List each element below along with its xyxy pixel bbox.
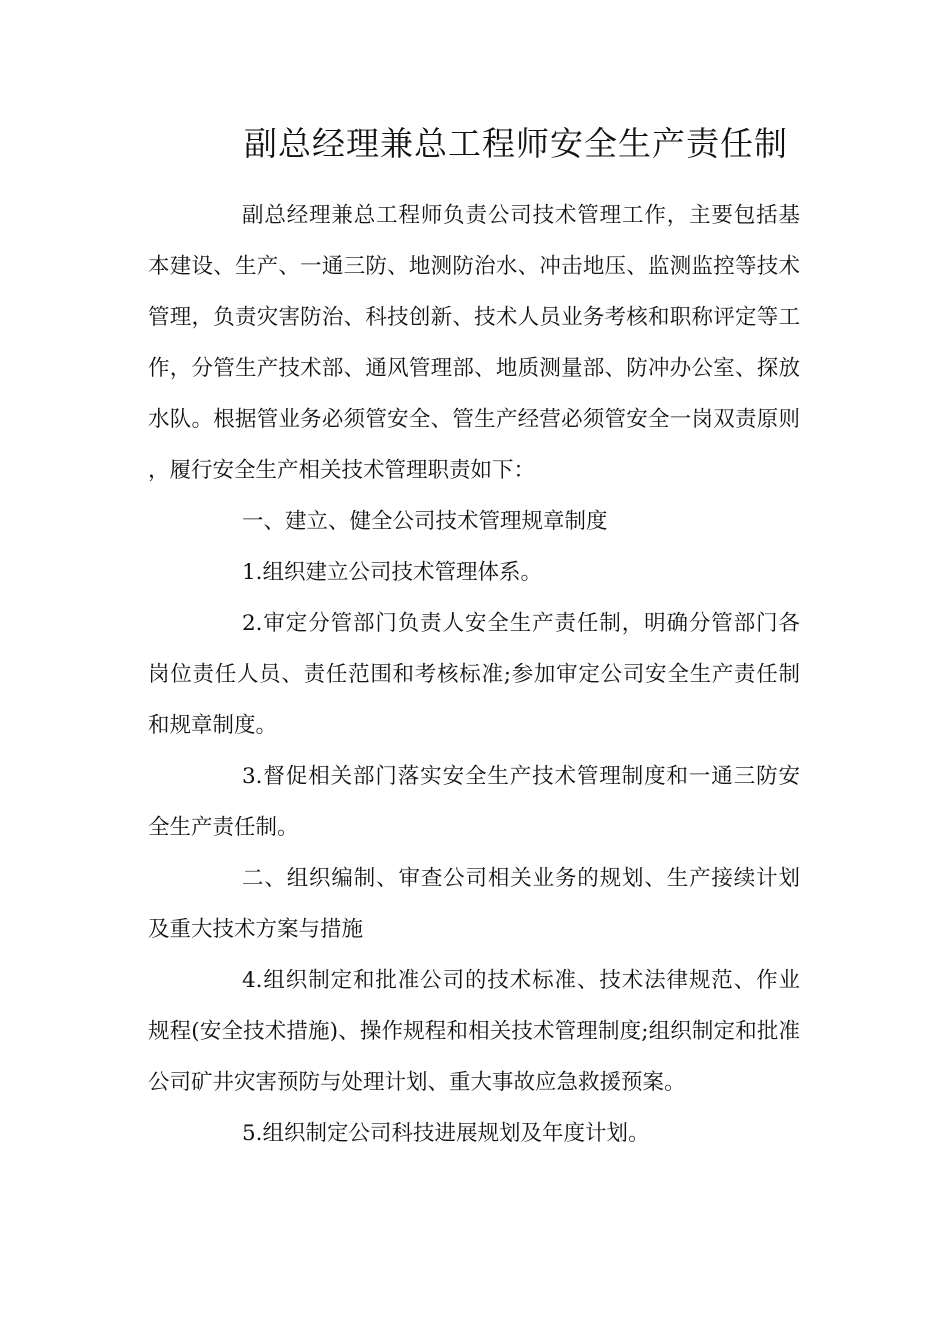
section-heading-1: 一、建立、健全公司技术管理规章制度 — [242, 509, 608, 534]
item-5: 5.组织制定公司科技进展规划及年度计划。 — [242, 1121, 650, 1146]
document-body — [148, 190, 800, 1159]
intro-paragraph: 副总经理兼总工程师负责公司技术管理工作，主要包括基本建设、生产、一通三防、地测防治水、冲击地压、监测监控等技术管理，负责灾害防治、科技创新、技术人员业务考核和职称评定等工作，分管生产技术部、通风管理部、地质测量部、防冲办公室、探放水队。根据管业务必须管安全、管生产经营必须管安全一岗双责原则，履行安全生产相关技术管理职责如下： — [148, 203, 800, 483]
item-4: 4.组织制定和批准公司的技术标准、技术法律规范、作业规程(安全技术措施)、操作规程和相关技术管理制度;组织制定和批准公司矿井灾害预防与处理计划、重大事故应急救援预案。 — [148, 968, 800, 1095]
section-heading-2: 二、组织编制、审查公司相关业务的规划、生产接续计划及重大技术方案与措施 — [148, 866, 800, 942]
item-3: 3.督促相关部门落实安全生产技术管理制度和一通三防安全生产责任制。 — [148, 764, 800, 840]
item-1: 1.组织建立公司技术管理体系。 — [242, 560, 543, 585]
item-2: 2.审定分管部门负责人安全生产责任制，明确分管部门各岗位责任人员、责任范围和考核标准;参加审定公司安全生产责任制和规章制度。 — [148, 611, 800, 738]
document-title: 副总经理兼总工程师安全生产责任制 — [244, 124, 788, 163]
